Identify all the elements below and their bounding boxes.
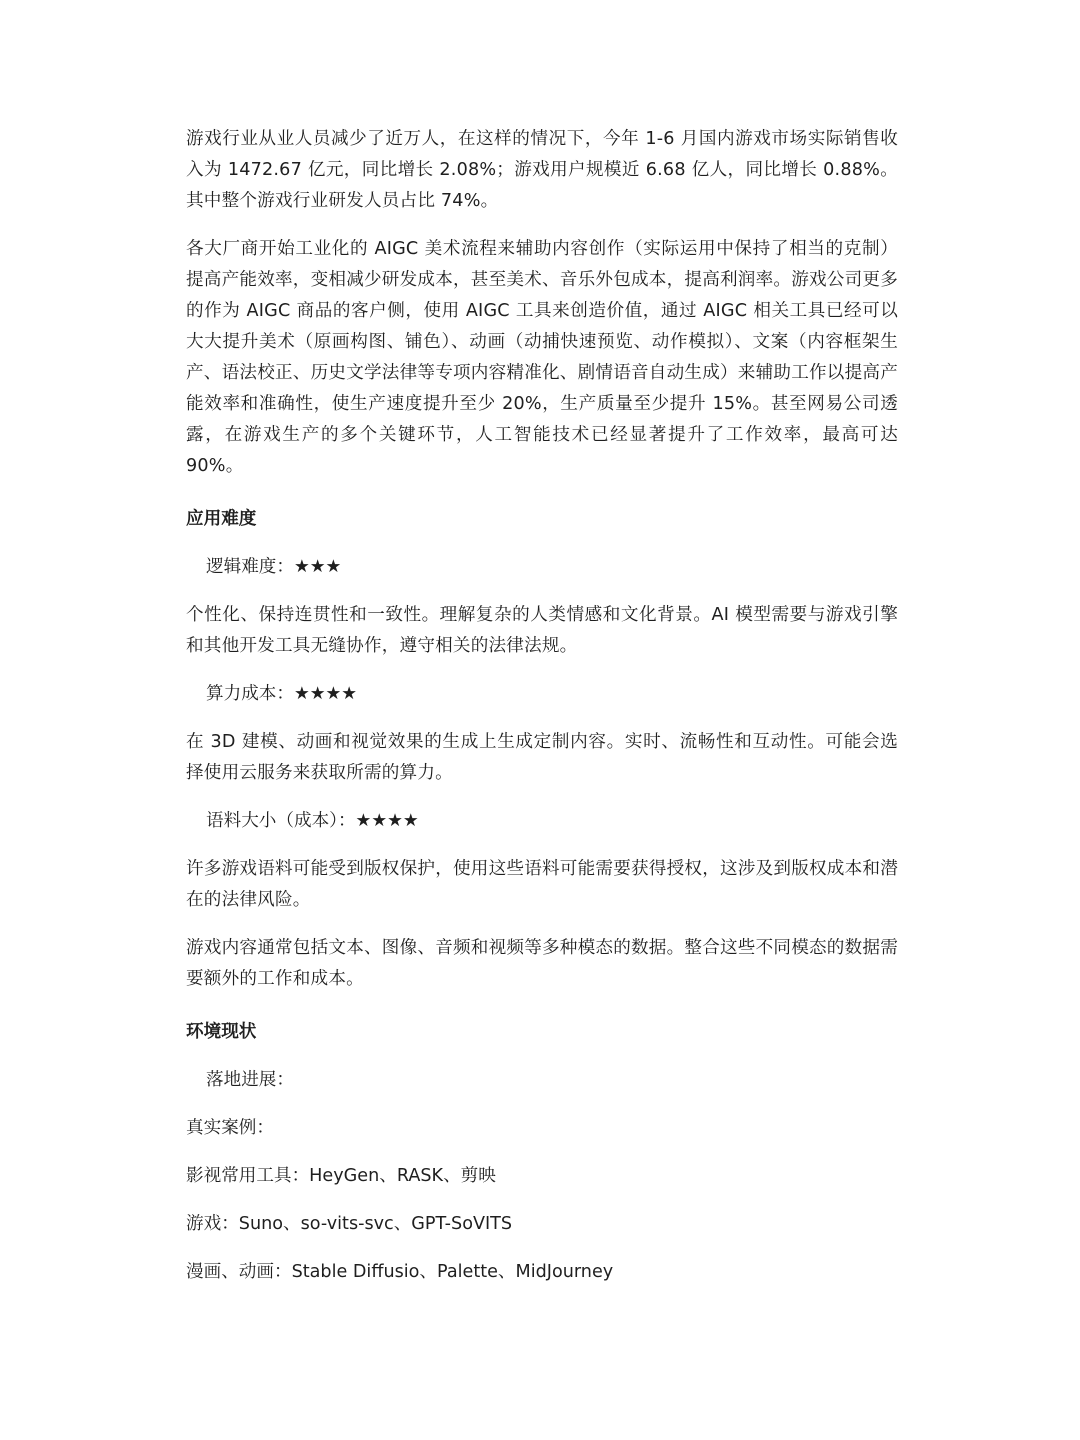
game-tools-line: 游戏：Suno、so-vits-svc、GPT-SoVITS xyxy=(186,1214,513,1234)
corpus-size-rating: 语料大小（成本）：★★★★ xyxy=(206,811,419,831)
paragraph-aigc-workflow: 各大厂商开始工业化的 AIGC 美术流程来辅助内容创作（实际运用中保持了相当的克制）提高产能效率，变相减少研发成本，甚至美术、音乐外包成本，提高利润率。游戏公司更多的作为 AIGC 商品的客户侧，使用 AIGC 工具来创造价值，通过 AIGC 相关工具已经可以大大提升美术（原画构图、铺色）、动画（动捕快速预览、动作模拟）、文案（内容框架生产、语法校正、历史文学法律等专项内容精准化、剧情语音自动生成）来辅助工作以提高产能效率和准确性，使生产速度提升至少 20%，生产质量至少提升 15%。甚至网易公司透露，在游戏生产的多个关键环节，人工智能技术已经显著提升了工作效率，最高可达 90%。 xyxy=(186,239,898,476)
compute-cost-description: 在 3D 建模、动画和视觉效果的生成上生成定制内容。实时、流畅性和互动性。可能会选择使用云服务来获取所需的算力。 xyxy=(186,732,898,783)
heading-application-difficulty: 应用难度 xyxy=(186,509,257,529)
comic-animation-tools-line: 漫画、动画：Stable Diffusio、Palette、MidJourney xyxy=(186,1262,614,1282)
real-cases-label: 真实案例： xyxy=(186,1118,274,1138)
compute-cost-rating: 算力成本：★★★★ xyxy=(206,684,358,704)
corpus-copyright-description: 许多游戏语料可能受到版权保护，使用这些语料可能需要获得授权，这涉及到版权成本和潜在的法律风险。 xyxy=(186,859,898,910)
document-body xyxy=(186,124,898,1305)
logic-difficulty-rating: 逻辑难度：★★★ xyxy=(206,557,342,577)
logic-difficulty-description: 个性化、保持连贯性和一致性。理解复杂的人类情感和文化背景。AI 模型需要与游戏引擎和其他开发工具无缝协作，遵守相关的法律法规。 xyxy=(186,605,898,656)
deployment-progress-label: 落地进展： xyxy=(206,1070,294,1090)
film-tools-line: 影视常用工具：HeyGen、RASK、剪映 xyxy=(186,1166,496,1186)
paragraph-industry-stats: 游戏行业从业人员减少了近万人，在这样的情况下，今年 1-6 月国内游戏市场实际销售收入为 1472.67 亿元，同比增长 2.08%；游戏用户规模近 6.68 亿人，同比增长 0.88%。其中整个游戏行业研发人员占比 74%。 xyxy=(186,129,898,211)
corpus-multimodal-description: 游戏内容通常包括文本、图像、音频和视频等多种模态的数据。整合这些不同模态的数据需要额外的工作和成本。 xyxy=(186,938,898,989)
heading-environment-status: 环境现状 xyxy=(186,1022,257,1042)
